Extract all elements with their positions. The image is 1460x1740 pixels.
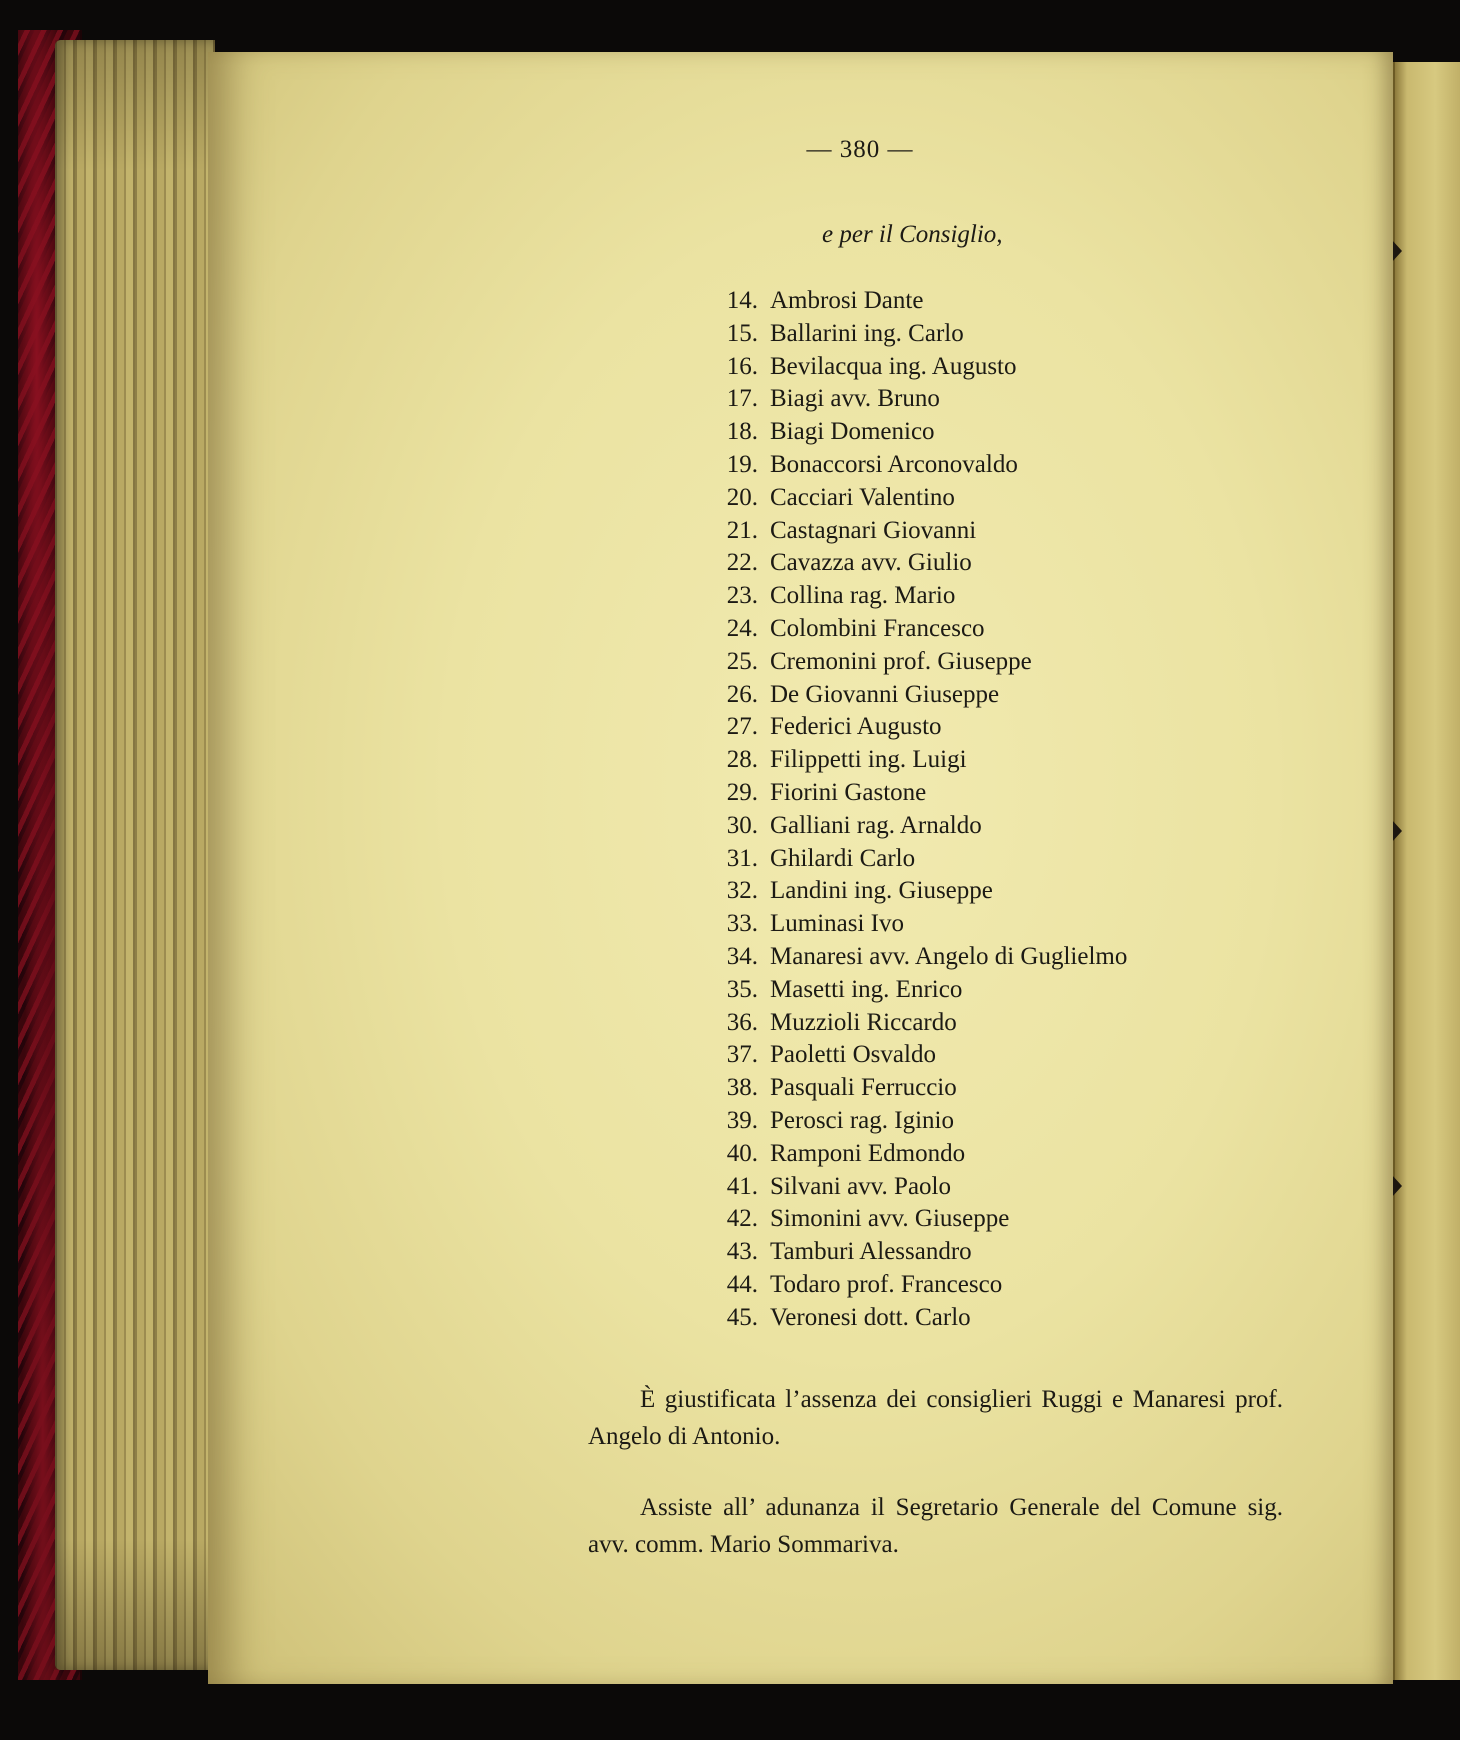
list-item: [710, 711, 1127, 744]
member-number: 20.: [726, 483, 758, 511]
member-name: Perosci rag. Iginio: [770, 1106, 954, 1134]
member-number: 33.: [726, 910, 758, 938]
member-number: 43.: [726, 1238, 758, 1266]
member-name: Ambrosi Dante: [770, 287, 924, 314]
member-name: Silvani avv. Paolo: [770, 1172, 952, 1200]
member-name: Muzzioli Riccardo: [770, 1008, 957, 1036]
member-number: 30.: [726, 811, 758, 839]
list-item: [710, 285, 1127, 318]
next-page-edge: [1393, 62, 1460, 1680]
list-item: [710, 580, 1127, 613]
member-number: 23.: [726, 582, 758, 610]
member-name: Simonini avv. Giuseppe: [770, 1205, 1010, 1233]
member-number: 39.: [726, 1106, 758, 1134]
member-name: Cavazza avv. Giulio: [770, 549, 972, 577]
member-name: Ballarini ing. Carlo: [770, 319, 964, 347]
member-number: 36.: [726, 1008, 758, 1036]
member-name: Filippetti ing. Luigi: [770, 746, 967, 774]
member-number: 21.: [726, 516, 758, 544]
member-number: 44.: [726, 1270, 758, 1298]
member-name: Cremonini prof. Giuseppe: [770, 647, 1032, 675]
member-name: Bonaccorsi Arconovaldo: [770, 450, 1018, 478]
list-item: [710, 383, 1127, 416]
list-item: [710, 547, 1127, 580]
member-name: Fiorini Gastone: [770, 778, 927, 806]
member-name: Todaro prof. Francesco: [770, 1270, 1003, 1298]
list-item: [710, 1236, 1127, 1269]
member-number: 37.: [726, 1041, 758, 1069]
list-item: [710, 777, 1127, 810]
list-item: [710, 1039, 1127, 1072]
member-name: Colombini Francesco: [770, 614, 985, 642]
list-item: [710, 810, 1127, 843]
member-name: Biagi avv. Bruno: [770, 385, 940, 413]
list-item: [710, 482, 1127, 515]
member-name: Tamburi Alessandro: [770, 1238, 972, 1266]
list-item: [710, 974, 1127, 1007]
member-name: Cacciari Valentino: [770, 483, 955, 511]
member-number: 18.: [726, 418, 758, 446]
list-item: [710, 1302, 1127, 1335]
list-item: [710, 449, 1127, 482]
member-name: Ghilardi Carlo: [770, 844, 916, 872]
member-number: 27.: [726, 713, 758, 741]
member-number: 28.: [726, 746, 758, 774]
member-name: Castagnari Giovanni: [770, 516, 977, 544]
member-number: 25.: [726, 647, 758, 675]
member-name: Galliani rag. Arnaldo: [770, 811, 982, 839]
member-name: Manaresi avv. Angelo di Guglielmo: [770, 942, 1128, 970]
member-number: 32.: [726, 877, 758, 905]
list-item: [710, 1203, 1127, 1236]
list-item: [710, 744, 1127, 777]
page-number: — 380 —: [806, 136, 914, 163]
member-name: De Giovanni Giuseppe: [770, 680, 1000, 708]
member-number: 19.: [726, 450, 758, 478]
list-item: [710, 318, 1127, 351]
member-number: 22.: [726, 549, 758, 577]
member-number: 26.: [726, 680, 758, 708]
list-item: [710, 908, 1127, 941]
list-item: [710, 1269, 1127, 1302]
list-item: [710, 1072, 1127, 1105]
member-number: 14.: [726, 287, 758, 314]
member-number: 29.: [726, 778, 758, 806]
absence-paragraph: È giustificata l’assenza dei consiglieri Ruggi e Manaresi prof. Angelo di Antonio.: [588, 1386, 1283, 1450]
page-edges: [55, 40, 215, 1670]
member-number: 24.: [726, 614, 758, 642]
member-name: Bevilacqua ing. Augusto: [770, 352, 1017, 380]
member-name: Biagi Domenico: [770, 418, 935, 446]
member-name: Pasquali Ferruccio: [770, 1074, 957, 1102]
secretary-paragraph: Assiste all’ adunanza il Segretario Generale del Comune sig. avv. comm. Mario Sommariva.: [588, 1494, 1283, 1558]
list-item: [710, 515, 1127, 548]
member-name: Masetti ing. Enrico: [770, 975, 963, 1003]
list-item: [710, 1138, 1127, 1171]
list-item: [710, 941, 1127, 974]
list-item: [710, 416, 1127, 449]
member-name: Veronesi dott. Carlo: [770, 1303, 971, 1331]
member-name: Luminasi Ivo: [770, 910, 905, 938]
member-number: 35.: [726, 975, 758, 1003]
list-item: [710, 351, 1127, 384]
list-item: [710, 613, 1127, 646]
list-item: [710, 1007, 1127, 1040]
member-number: 16.: [726, 352, 758, 380]
list-item: [710, 843, 1127, 876]
list-item: [710, 646, 1127, 679]
member-number: 15.: [726, 319, 758, 347]
member-name: Federici Augusto: [770, 713, 942, 741]
member-number: 38.: [726, 1074, 758, 1102]
member-name: Collina rag. Mario: [770, 582, 956, 610]
member-name: Landini ing. Giuseppe: [770, 877, 993, 905]
member-number: 17.: [726, 385, 758, 413]
member-number: 42.: [726, 1205, 758, 1233]
member-number: 41.: [726, 1172, 758, 1200]
list-item: [710, 875, 1127, 908]
section-heading: e per il Consiglio,: [822, 221, 1003, 248]
member-number: 34.: [726, 942, 758, 970]
member-number: 31.: [726, 844, 758, 872]
member-number: 45.: [726, 1303, 758, 1331]
council-members-list: [710, 285, 1127, 1335]
member-name: Paoletti Osvaldo: [770, 1041, 936, 1069]
member-name: Ramponi Edmondo: [770, 1139, 966, 1167]
list-item: [710, 679, 1127, 712]
list-item: [710, 1171, 1127, 1204]
list-item: [710, 1105, 1127, 1138]
member-number: 40.: [726, 1139, 758, 1167]
